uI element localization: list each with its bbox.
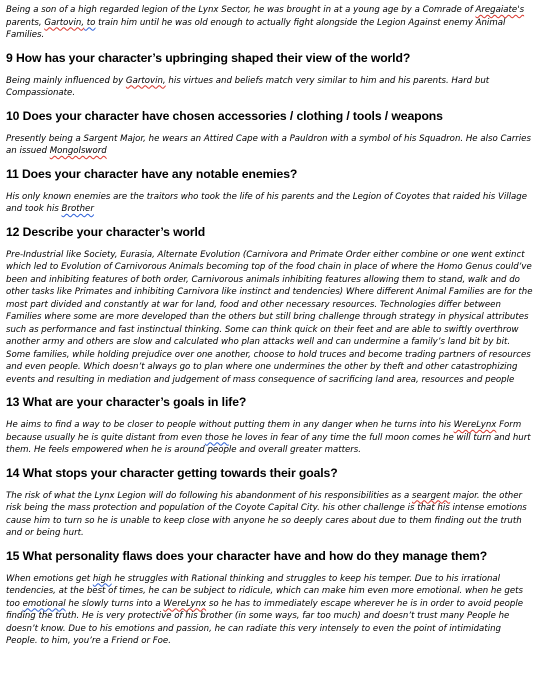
- answer-14-text-1: The risk of what the Lynx Legion will do following his abandonment of his responsibilities as a: [6, 490, 412, 501]
- document: [6, 4, 534, 648]
- answer-15-text-4: so he has to immediately escape wherever he is in order to avoid people finding the truth. He is very protective of his brother (in some ways, far too much) and doesn’t trust many People he doesn’t know. Due to his emotions and passion, he can radiate this very intensely to even the point of intimidating People. to him, you’re a Friend or Foe.: [6, 598, 524, 646]
- answer-12: Pre-Industrial like Society, Eurasia, Alternate Evolution (Carnivora and Primate Order either combine or one went extinct which led to Evolution of Carnivorous Animals becoming top of the food chain in place of where the Homo Genus could’ve been and inhibiting features of both order, Carnivorous animals inhibiting features allowing them to stand, walk and do other tasks like Primates and inhibiting Carnivora like instinct and tendencies) Where different Animal Families are for the most part divided and constantly at war for land, food and other necessary resources. Technologies differ between Families where some are more developed than the others but still bring challenge through strategy in physical attributes such as performance and fast instinctual thinking. Some can think quick on their feet and are able to swiftly overthrow another army and others are slow and calculated who plan attacks well and can undermine a family’s land bit by bit. Some families, while holding prejudice over one another, choose to hold truces and become trading partners of resources and even people. Which doesn’t always go to plan where one undermines the other by theft and other catastrophizing events and resulting in mediation and judgement of mass consequence of sacrificing land area, resources and people: [6, 249, 533, 385]
- grammar-flag: to: [84, 17, 96, 28]
- answer-13: [6, 419, 534, 457]
- question-11-heading: 11 Does your character have any notable enemies?: [6, 166, 298, 181]
- answer-9-text-2: his virtues and beliefs match very similar to him and his parents. Hard but Compassionate.: [6, 75, 490, 98]
- answer-9-text-1: Being mainly influenced by: [6, 75, 126, 86]
- misspelled-word: Mongolsword: [49, 146, 107, 156]
- question-12-heading: 12 Describe your character’s world: [6, 224, 206, 239]
- misspelled-word: Aregaiate's: [475, 5, 525, 15]
- answer-13-text-1: He aims to find a way to be closer to people without putting them in any danger when he turns into his: [6, 420, 454, 430]
- misspelled-word: WereLynx: [163, 598, 207, 609]
- answer-15-text-1: When emotions get: [6, 573, 93, 584]
- answer-8-text-1: Being a son of a high regarded legion of the Lynx Sector, he was brought in at a young age by a Comrade of: [6, 5, 476, 15]
- question-9-heading: 9 How has your character’s upbringing shaped their view of the world?: [6, 50, 411, 65]
- misspelled-word: Gartovin,: [44, 17, 85, 28]
- answer-8-text-2: parents,: [6, 17, 45, 28]
- question-10-heading: 10 Does your character have chosen accessories / clothing / tools / weapons: [6, 108, 443, 123]
- answer-11-text-1: His only known enemies are the traitors who took the life of his parents and the Legion of Coyotes that raided his Village and took his: [6, 191, 528, 214]
- answer-13-text-2: Form because usually he is quite distant from even: [6, 420, 522, 443]
- misspelled-word: seargent: [412, 490, 451, 501]
- answer-9: [6, 75, 534, 100]
- grammar-flag: those: [204, 432, 229, 443]
- answer-10-text-1: Presently being a Sargent Major, he wears an Attired Cape with a Pauldron with a symbol of his Squadron. He also Carries an issued: [6, 133, 531, 156]
- question-14-heading: 14 What stops your character getting towards their goals?: [6, 465, 338, 480]
- grammar-flag: high: [92, 573, 112, 584]
- question-15-heading: 15 What personality flaws does your character have and how do they manage them?: [6, 548, 488, 563]
- answer-14: [6, 490, 534, 540]
- answer-13-text-3: he loves in fear of any time the full moon comes he will turn and hurt them. He feels empowered when he is around people and overall greater matters.: [6, 432, 531, 455]
- answer-8: [6, 4, 534, 42]
- answer-15: [6, 573, 534, 648]
- answer-15-text-2: he struggles with Rational thinking and struggles to keep his temper. Due to his irrational tendencies, at the best of times, he can be subject to ridicule, which can make him even more emotional. when he gets too: [6, 573, 523, 609]
- grammar-flag: Brother: [61, 204, 94, 214]
- answer-10: [6, 133, 534, 158]
- grammar-flag: emotional: [22, 598, 66, 609]
- answer-14-text-2: major. the other risk being the mass protection and population of the Coyote Capital City. his other challenge is that his intense emotions cause him to turn so he is unable to keep close with anyone he so deeply cares about due to them finding out the truth and or being hurt.: [6, 490, 527, 538]
- answer-8-text-3: train him until he was old enough to actually fight alongside the Legion Against enemy Animal Families.: [6, 17, 506, 40]
- misspelled-word: Gartovin,: [125, 75, 166, 86]
- answer-11: [6, 191, 534, 216]
- answer-15-text-3: he slowly turns into a: [65, 598, 164, 609]
- question-13-heading: 13 What are your character’s goals in life?: [6, 395, 247, 409]
- misspelled-word: WereLynx: [453, 420, 497, 430]
